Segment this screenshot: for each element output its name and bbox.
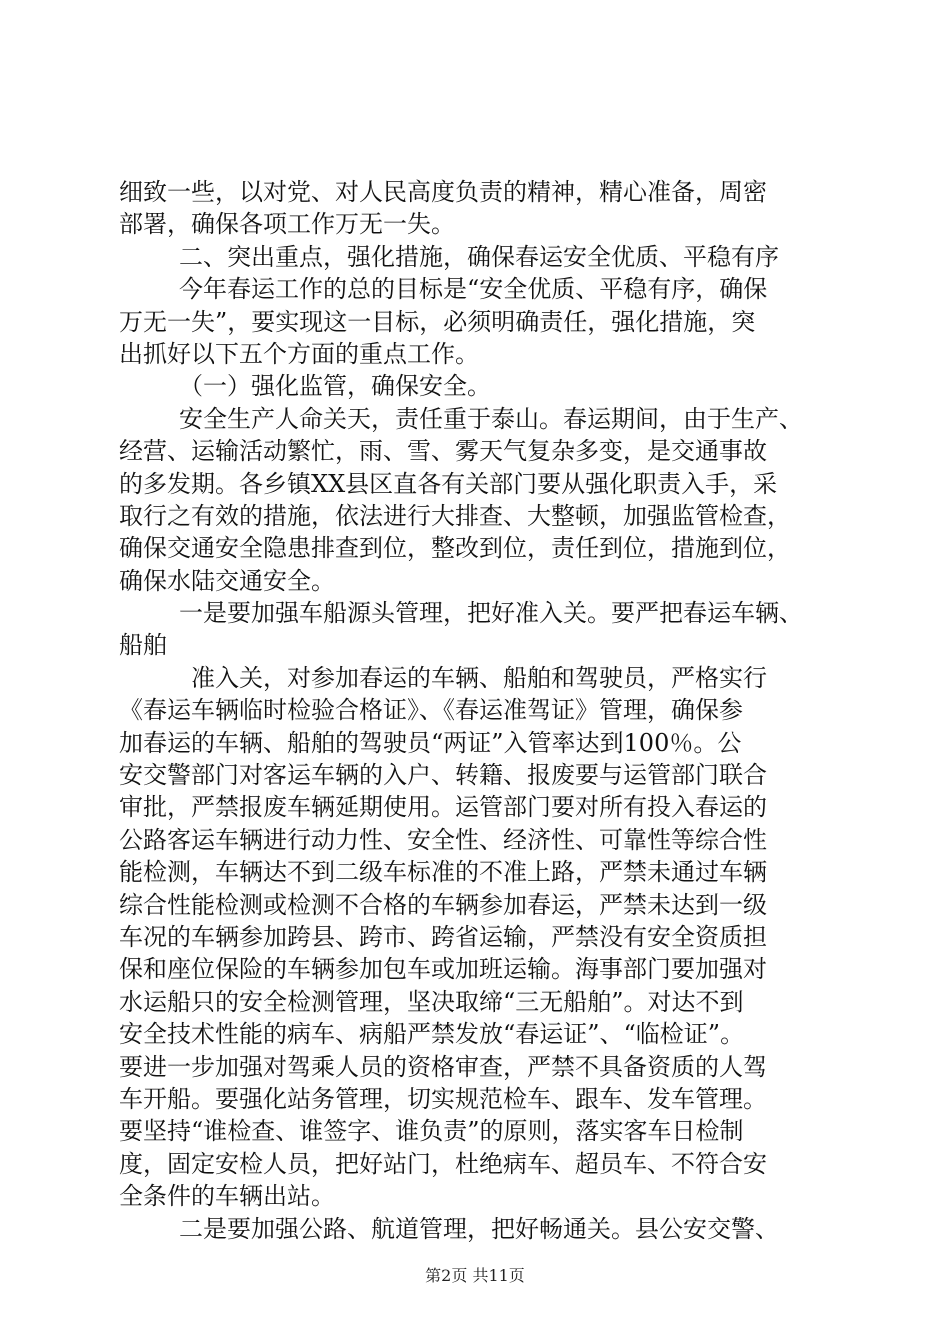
text-line: 车况的车辆参加跨县、跨市、跨省运输，严禁没有安全资质担: [119, 922, 767, 951]
text-line: 综合性能检测或检测不合格的车辆参加春运，严禁未达到一级: [119, 890, 767, 919]
text-line: 度，固定安检人员，把好站门，杜绝病车、超员车、不符合安: [119, 1149, 767, 1178]
subsection-heading: （一）强化监管，确保安全。: [179, 372, 491, 401]
text-line: 要坚持“谁检查、谁签字、谁负责”的原则，落实客车日检制: [119, 1117, 744, 1146]
text-line: 准入关，对参加春运的车辆、船舶和驾驶员，严格实行: [191, 663, 767, 692]
text-line: 安全生产人命关天，责任重于泰山。春运期间，由于生产、: [179, 404, 803, 433]
text-line: 部署，确保各项工作万无一失。: [119, 210, 455, 239]
text-line: 安全技术性能的病车、病船严禁发放“春运证”、“临检证”。: [119, 1020, 745, 1049]
text-line: 要进一步加强对驾乘人员的资格审查，严禁不具备资质的人驾: [119, 1052, 767, 1081]
text-line: 细致一些，以对党、对人民高度负责的精神，精心准备，周密: [119, 178, 767, 206]
text-line: 确保水陆交通安全。: [119, 566, 335, 595]
text-line: 二是要加强公路、航道管理，把好畅通关。县公安交警、: [179, 1214, 779, 1243]
text-line: 经营、运输活动繁忙，雨、雪、雾天气复杂多变，是交通事故: [119, 437, 767, 466]
text-line: 取行之有效的措施，依法进行大排查、大整顿，加强监管检查，: [119, 501, 791, 530]
text-line: 保和座位保险的车辆参加包车或加班运输。海事部门要加强对: [119, 955, 767, 984]
text-line: 确保交通安全隐患排查到位，整改到位，责任到位，措施到位，: [119, 534, 791, 563]
text-line: 万无一失”，要实现这一目标，必须明确责任，强化措施，突: [119, 307, 756, 336]
text-line: 全条件的车辆出站。: [119, 1182, 335, 1211]
text-line: 车开船。要强化站务管理，切实规范检车、跟车、发车管理。: [119, 1084, 767, 1113]
text-line: 的多发期。各乡镇XX县区直各有关部门要从强化职责入手，采: [119, 469, 778, 498]
text-line: 船舶: [119, 631, 167, 660]
text-line: 安交警部门对客运车辆的入户、转籍、报废要与运管部门联合: [119, 761, 767, 790]
text-line: 公路客运车辆进行动力性、安全性、经济性、可靠性等综合性: [119, 825, 767, 854]
text-line: 出抓好以下五个方面的重点工作。: [119, 339, 479, 368]
section-heading: 二、突出重点，强化措施，确保春运安全优质、平稳有序: [179, 242, 779, 271]
document-body: [119, 176, 831, 1245]
text-line: 审批，严禁报废车辆延期使用。运管部门要对所有投入春运的: [119, 793, 767, 822]
text-line: 今年春运工作的总的目标是“安全优质、平稳有序，确保: [179, 275, 768, 304]
text-line: 《春运车辆临时检验合格证》、《春运准驾证》管理，确保参: [119, 696, 743, 725]
text-line: 能检测，车辆达不到二级车标准的不准上路，严禁未通过车辆: [119, 858, 767, 887]
page-number-footer: 第2页 共11页: [425, 1266, 525, 1285]
text-line: 水运船只的安全检测管理，坚决取缔“三无船舶”。对达不到: [119, 987, 744, 1016]
text-line: 加春运的车辆、船舶的驾驶员“两证”入管率达到100％。公: [119, 728, 742, 757]
text-line: 一是要加强车船源头管理，把好准入关。要严把春运车辆、: [179, 599, 803, 628]
